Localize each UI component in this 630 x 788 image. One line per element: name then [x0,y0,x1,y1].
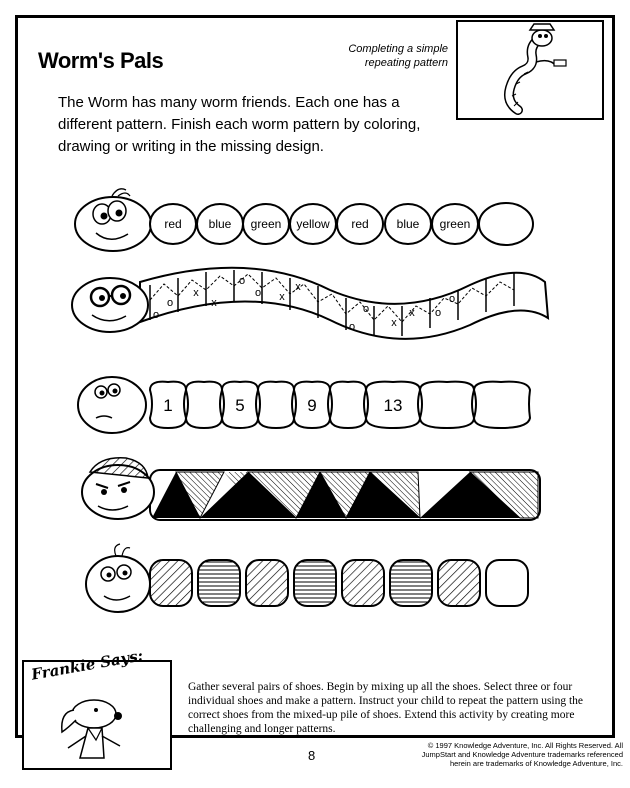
color-word: red [164,217,182,231]
color-segment-5[interactable] [385,204,431,244]
page-number: 8 [308,748,316,763]
color-segment-3[interactable] [290,204,336,244]
instructions-text: The Worm has many worm friends. Each one has a different pattern. Finish each worm pattern by coloring, drawing or writing in the missing design. [58,94,421,155]
color-segment-7-blank[interactable] [479,203,533,245]
number-segment-2[interactable] [222,382,258,428]
number-segment-5[interactable] [330,382,366,428]
copyright-line: © 1997 Knowledge Adventure, Inc. All Rights Reserved. All [427,741,623,750]
color-word: green [439,217,471,231]
frankie-tip-text: Gather several pairs of shoes. Begin by mixing up all the shoes. Select three or four individual shoes and make a pattern. Instruct your child to repeat the pattern using the correct shoes from the mixed-up pile of shoes. Extend this activity by creating more challenging and longer patterns. [188,681,584,735]
number-value: 13 [383,396,403,415]
subtitle-line: repeating pattern [364,57,448,69]
xo-mark: o [434,307,442,319]
worm-colors [75,189,533,251]
worm-head-1 [75,189,151,251]
color-word: green [250,217,282,231]
number-value: 9 [307,396,317,415]
color-segment-6[interactable] [432,204,478,244]
stripe-segment-0[interactable] [150,560,192,606]
copyright-line: herein are trademarks of Knowledge Adventure, Inc. [449,759,623,768]
xo-mark: o [238,275,246,287]
xo-mark: o [448,293,456,305]
frankie-box [22,646,172,770]
copyright-line: JumpStart and Knowledge Adventure trademarks referenced [421,750,623,759]
xo-mark: o [254,287,262,299]
number-segment-3[interactable] [258,382,294,428]
stripe-segment-1[interactable] [198,560,240,606]
xo-mark: x [211,297,217,309]
worm-head-2 [72,278,148,332]
xo-mark: x [193,287,199,299]
color-word: yellow [296,217,330,231]
frankie-says-label: Frankie Says: [30,646,145,684]
color-segment-1[interactable] [197,204,243,244]
number-segment-6[interactable] [366,382,420,428]
worm-head-5 [86,544,150,612]
stripe-segment-6[interactable] [438,560,480,606]
color-segment-4[interactable] [337,204,383,244]
color-word: red [351,217,369,231]
stripe-segment-5[interactable] [390,560,432,606]
number-value: 1 [163,396,173,415]
number-segment-8[interactable] [474,382,530,428]
number-segment-4[interactable] [294,382,330,428]
worm-numbers [78,377,530,433]
stripe-segment-3[interactable] [294,560,336,606]
xo-mark: o [348,321,356,333]
number-segment-1[interactable] [186,382,222,428]
subtitle-line: Completing a simple [348,43,448,55]
worm-xo [72,268,548,339]
number-segment-0[interactable] [150,382,186,428]
worm-stripes [86,544,528,612]
xo-worm-body [140,268,548,339]
color-word: blue [396,217,420,231]
xo-mark: x [295,281,301,293]
xo-mark: x [279,291,285,303]
color-word: blue [208,217,232,231]
color-segment-2[interactable] [243,204,289,244]
stripe-segment-7-blank[interactable] [486,560,528,606]
xo-mark: o [166,297,174,309]
xo-mark: o [152,309,160,321]
worm-triangles [82,458,540,520]
stripe-segment-4[interactable] [342,560,384,606]
xo-mark: x [391,317,397,329]
copyright-notice [395,741,623,768]
number-segment-7[interactable] [420,382,474,428]
worm-head-4 [82,458,154,519]
number-value: 5 [235,396,245,415]
stripe-segment-2[interactable] [246,560,288,606]
xo-mark: x [409,307,415,319]
color-segment-0[interactable] [150,204,196,244]
page-title: Worm's Pals [38,48,164,73]
xo-mark: o [362,303,370,315]
worm-head-3 [78,377,146,433]
